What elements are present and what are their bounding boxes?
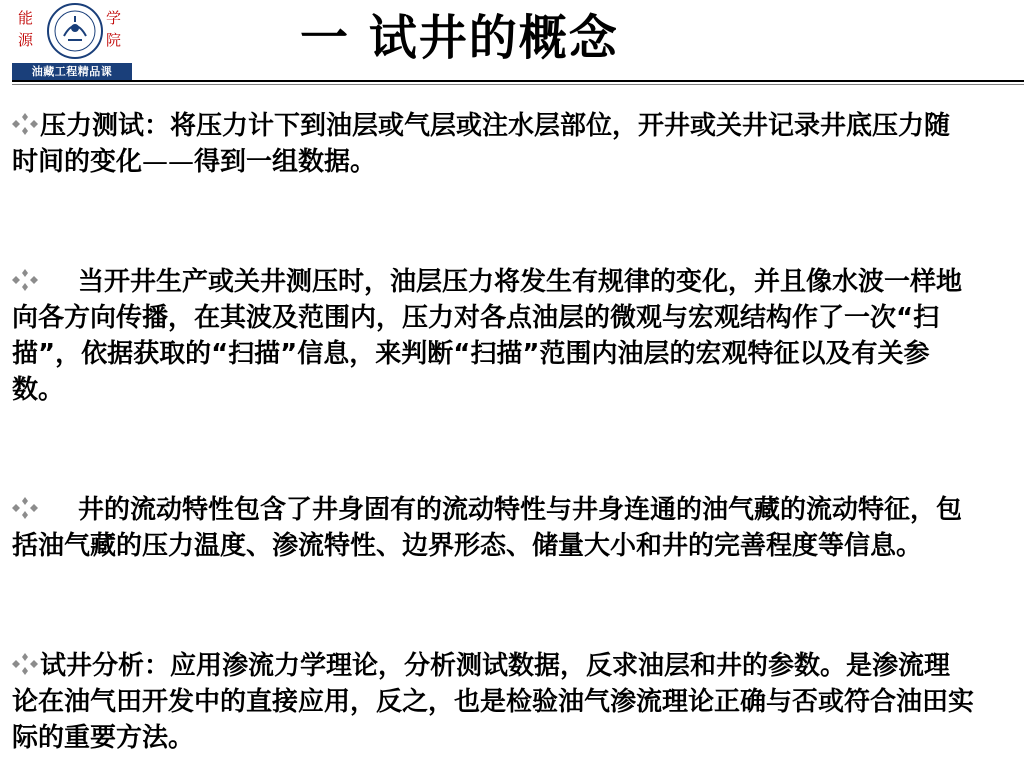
paragraph-pressure-propagation	[12, 264, 974, 408]
diamond-bullet-icon	[12, 495, 38, 521]
paragraph-text: 井的流动特性包含了井身固有的流动特性与井身连通的油气藏的流动特征，包括油气藏的压力温度、渗流特性、边界形态、储量大小和井的完善程度等信息。	[12, 495, 963, 561]
course-banner: 油藏工程精品课	[12, 63, 132, 80]
paragraph-text-end: 得到一组数据。	[194, 147, 377, 177]
paragraph-text: 试井分析：应用渗流力学理论，分析测试数据，反求油层和井的参数。是渗流理论在油气田开发中的直接应用，反之，也是检验油气渗流理论正确与否或符合油田实际的重要方法。	[12, 651, 975, 753]
paragraph-text: 当开井生产或关井测压时，油层压力将发生有规律的变化，并且像水波一样地向各方向传播，在其波及范围内，压力对各点油层的微观与宏观结构作了一次“扫描”，依据获取的“扫描”信息，来判断“扫描”范围内油层的宏观特征以及有关参数。	[12, 267, 963, 405]
slide-title: 一 试井的概念	[300, 10, 619, 66]
diamond-bullet-icon	[12, 267, 38, 293]
header-divider	[12, 80, 1024, 82]
logo-char-left-top: 能	[18, 9, 34, 27]
paragraph-pressure-test	[12, 108, 974, 180]
diamond-bullet-icon	[12, 111, 38, 137]
university-logo	[12, 2, 134, 80]
paragraph-flow-characteristics	[12, 492, 974, 564]
logo-char-right-top: 学	[106, 9, 122, 27]
paragraph-well-test-analysis	[12, 648, 974, 756]
logo-char-left-bottom: 源	[18, 31, 34, 49]
logo-char-right-bottom: 院	[106, 31, 122, 49]
slide-content	[12, 108, 974, 756]
header-divider-thin	[12, 84, 1024, 85]
em-dash: ——	[142, 147, 195, 177]
diamond-bullet-icon	[12, 651, 38, 677]
paragraph-text: 压力测试：将压力计下到油层或气层或注水层部位，开井或关井记录井底压力随时间的变化	[12, 111, 951, 177]
university-emblem-icon	[46, 2, 104, 60]
